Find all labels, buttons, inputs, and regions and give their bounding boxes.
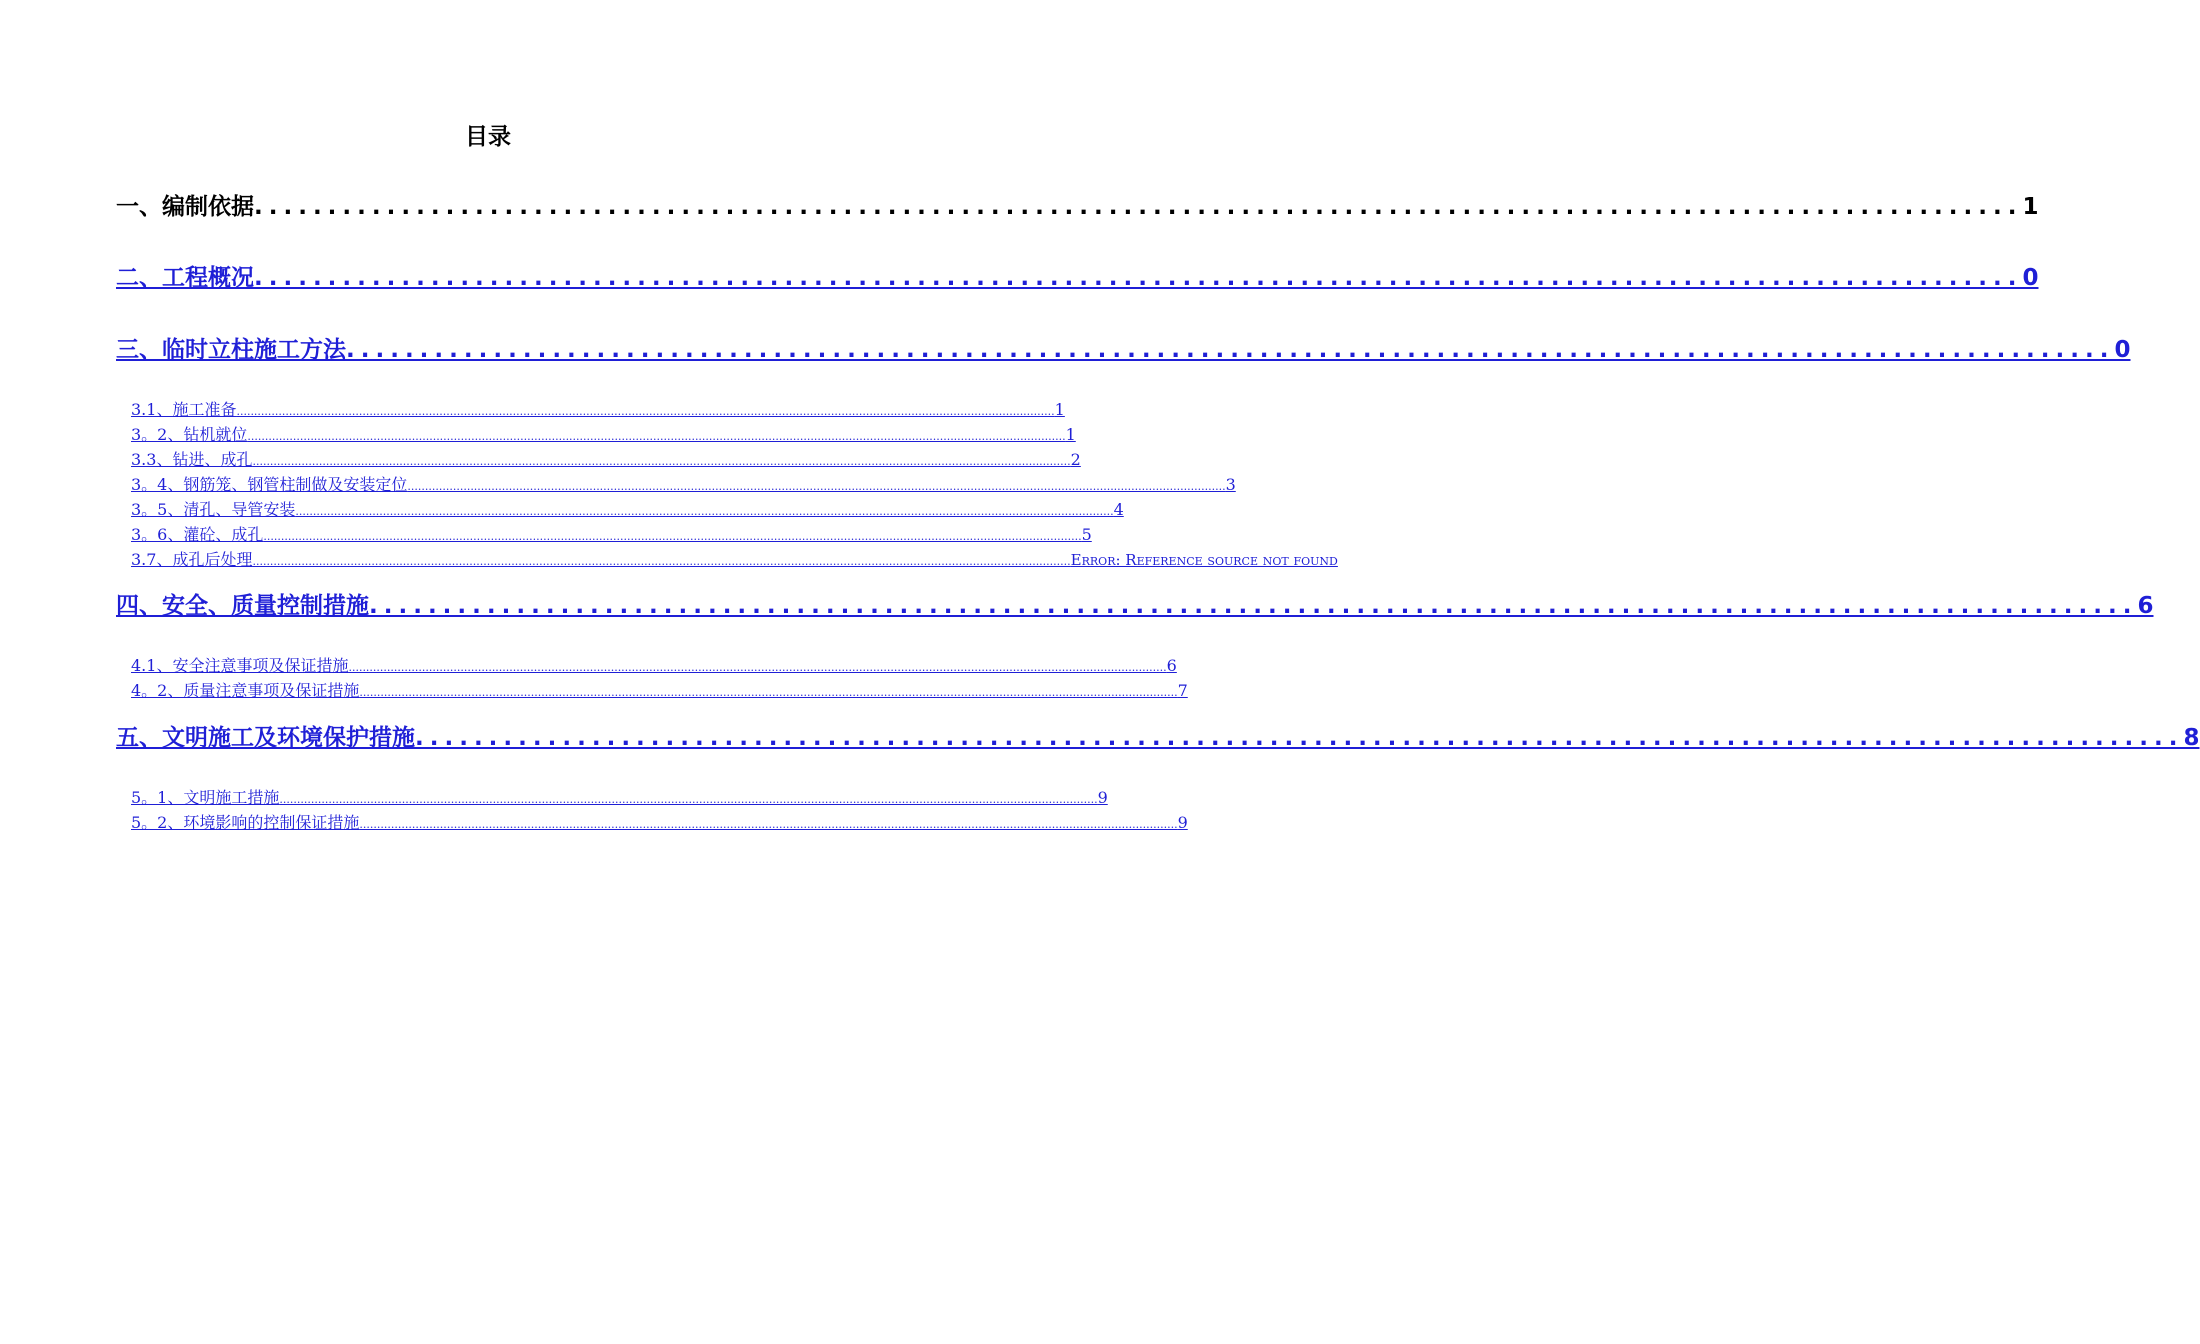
toc-entry-5-1[interactable]	[131, 786, 1108, 810]
toc-page-number: 8	[2183, 725, 2200, 751]
toc-entry-text: 3。6、灌砼、成孔	[131, 525, 264, 544]
toc-leader: ..........................................................................................................................................................................................................................................	[407, 480, 1226, 493]
toc-entry-1[interactable]	[116, 190, 2039, 224]
toc-page-number: 6	[1166, 656, 1177, 675]
toc-entry-text: 4。2、质量注意事项及保证措施	[131, 681, 360, 700]
toc-entry-4[interactable]	[116, 589, 2154, 623]
toc-leader: ..........................................................................................................................................................................................................................................	[247, 430, 1066, 443]
toc-entry-text: 3.3、钻进、成孔	[131, 450, 253, 469]
toc-entry-text: 5。2、环境影响的控制保证措施	[131, 813, 360, 832]
toc-entry-3-5[interactable]	[131, 498, 1124, 522]
toc-leader: ........................................................................................................................	[346, 337, 2115, 363]
toc-leader: ........................................................................................................................	[369, 593, 2138, 619]
toc-entry-text: 二、工程概况	[116, 265, 254, 291]
toc-page-number: 1	[2022, 194, 2039, 220]
toc-leader: ..........................................................................................................................................................................................................................................	[348, 661, 1167, 674]
toc-entry-3-2[interactable]	[131, 423, 1076, 447]
toc-page-number: 1	[1065, 425, 1076, 444]
toc-leader: ..........................................................................................................................................................................................................................................	[263, 530, 1082, 543]
toc-entry-3-4[interactable]	[131, 473, 1236, 497]
toc-leader: ..........................................................................................................................................................................................................................................	[252, 455, 1071, 468]
toc-entry-text: 4.1、安全注意事项及保证措施	[131, 656, 349, 675]
toc-entry-3-1[interactable]	[131, 398, 1065, 422]
toc-entry-text: 3。4、钢筋笼、钢管柱制做及安装定位	[131, 475, 408, 494]
toc-page-error: Error: Reference source not found	[1070, 551, 1338, 569]
toc-page-number: 9	[1177, 813, 1188, 832]
toc-entry-text: 三、临时立柱施工方法	[116, 337, 346, 363]
toc-leader: ........................................................................................................................	[254, 265, 2023, 291]
toc-entry-text: 5。1、文明施工措施	[131, 788, 280, 807]
toc-leader: ..........................................................................................................................................................................................................................................	[252, 555, 1071, 568]
toc-entry-text: 四、安全、质量控制措施	[116, 593, 369, 619]
toc-entry-4-2[interactable]	[131, 679, 1188, 703]
toc-title: 目录	[465, 124, 511, 150]
toc-entry-text: 3.7、成孔后处理	[131, 550, 253, 569]
toc-leader: ..........................................................................................................................................................................................................................................	[359, 818, 1178, 831]
toc-entry-2[interactable]	[116, 261, 2039, 295]
toc-leader: ..........................................................................................................................................................................................................................................	[295, 505, 1114, 518]
toc-entry-4-1[interactable]	[131, 654, 1177, 678]
toc-page-number: 9	[1097, 788, 1108, 807]
toc-entry-text: 3.1、施工准备	[131, 400, 237, 419]
toc-page-number: 0	[2022, 265, 2039, 291]
toc-entry-text: 3。5、清孔、导管安装	[131, 500, 296, 519]
toc-entry-text: 五、文明施工及环境保护措施	[116, 725, 415, 751]
toc-page-number: 0	[2114, 337, 2131, 363]
toc-leader: ..........................................................................................................................................................................................................................................	[279, 793, 1098, 806]
toc-leader: ........................................................................................................................	[254, 194, 2023, 220]
toc-page-number: 2	[1070, 450, 1081, 469]
toc-page-number: 6	[2137, 593, 2154, 619]
toc-page-number: 3	[1225, 475, 1236, 494]
toc-entry-text: 一、编制依据	[116, 194, 254, 220]
toc-entry-5[interactable]	[116, 721, 2200, 755]
toc-entry-5-2[interactable]	[131, 811, 1188, 835]
toc-page-number: 1	[1054, 400, 1065, 419]
toc-entry-3-3[interactable]	[131, 448, 1081, 472]
toc-leader: ..........................................................................................................................................................................................................................................	[236, 405, 1055, 418]
toc-page-number: 4	[1113, 500, 1124, 519]
toc-entry-3[interactable]	[116, 333, 2131, 367]
toc-entry-3-6[interactable]	[131, 523, 1092, 547]
toc-entry-3-7[interactable]	[131, 548, 1338, 572]
toc-page-number: 7	[1177, 681, 1188, 700]
toc-entry-text: 3。2、钻机就位	[131, 425, 248, 444]
toc-leader: ........................................................................................................................	[415, 725, 2184, 751]
toc-leader: ..........................................................................................................................................................................................................................................	[359, 686, 1178, 699]
toc-page-number: 5	[1081, 525, 1092, 544]
